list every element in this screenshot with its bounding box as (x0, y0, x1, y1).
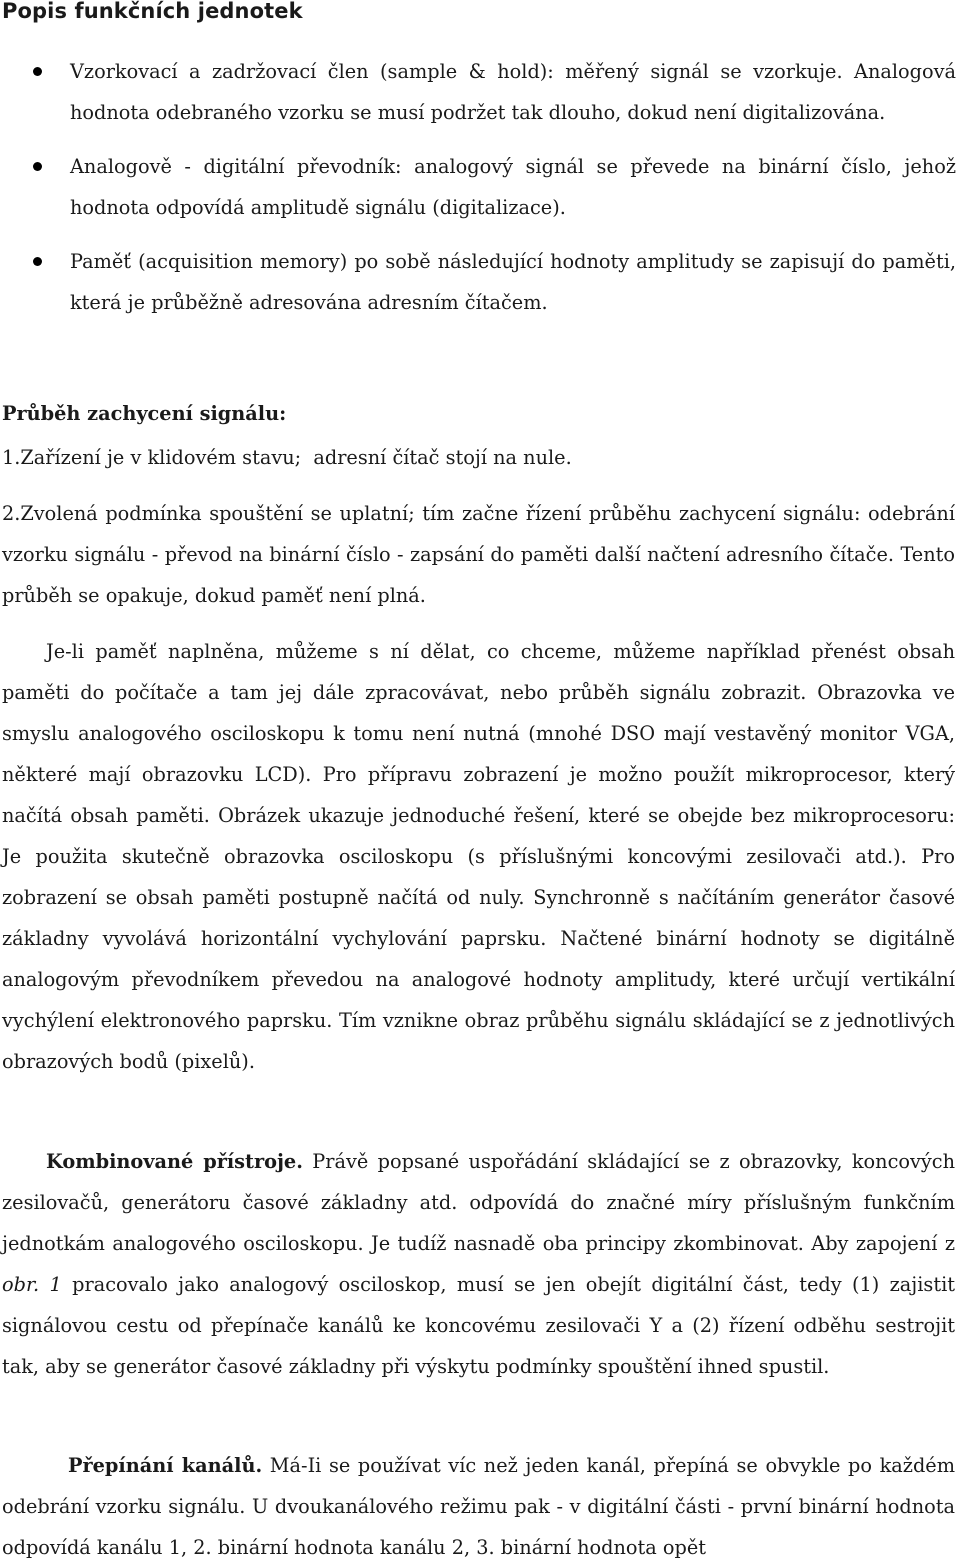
figure-reference: obr. 1 (2, 1273, 62, 1296)
section-heading: Popis funkčních jednotek (2, 0, 303, 23)
combined-instruments-text-a: Právě popsané uspořádání skládající se z obrazovky, koncových zesilovačů, generátoru časové základny atd. odpovídá do značné míry příslušným funkčním jednotkám analogového osciloskopu. Je tudíž nasnadě oba principy zkombinovat. Aby zapojení z (2, 1150, 955, 1255)
combined-instruments-text-b: pracovalo jako analogový osciloskop, musí se jen obejít digitální část, tedy (1) zajistit signálovou cestu od přepínače kanálů ke koncovému zesilovači Y a (2) řízení odběhu sestrojit tak, aby se generátor časové základny při výskytu podmínky spouštění ihned spustil. (2, 1273, 955, 1378)
list-item (0, 51, 960, 133)
list-item-text: Vzorkovací a zadržovací člen (sample & hold): měřený signál se vzorkuje. Analogová hodnota odebraného vzorku se musí podržet tak dlouho, dokud není digitalizována. (70, 60, 956, 124)
list-item (0, 146, 960, 228)
bullet-icon (33, 257, 42, 266)
list-item (0, 241, 960, 323)
bullet-icon (33, 67, 42, 76)
memory-paragraph: Je-li paměť naplněna, můžeme s ní dělat, co chceme, můžeme například přenést obsah paměti do počítače a tam jej dále zpracovávat, nebo průběh signálu zobrazit. Obrazovka ve smyslu analogového osciloskopu k tomu není nutná (mnohé DSO mají vestavěný monitor VGA, některé mají obrazovku LCD). Pro přípravu zobrazení je možno použít mikroprocesor, který načítá obsah paměti. Obrázek ukazuje jednoduché řešení, které se obejde bez mikroprocesoru: Je použita skutečně obrazovka osciloskopu (s příslušnými koncovými zesilovači atd.). Pro zobrazení se obsah paměti postupně načítá od nuly. Synchronně s načítáním generátor časové základny vyvolává horizontální vychylování paprsku. Načtené binární hodnoty se digitálně analogovým převodníkem převedou na analogové hodnoty amplitudy, které určují vertikální vychýlení elektronového paprsku. Tím vznikne obraz průběhu signálu skládající se z jednotlivých obrazových bodů (pixelů). (2, 640, 955, 1073)
functional-units-list (0, 51, 960, 336)
combined-instruments-paragraph (2, 1141, 955, 1387)
list-item-text: Paměť (acquisition memory) po sobě následující hodnoty amplitudy se zapisují do paměti, která je průběžně adresována adresním čítačem. (70, 250, 956, 314)
step-2-paragraph: 2.Zvolená podmínka spouštění se uplatní; tím začne řízení průběhu zachycení signálu: odebrání vzorku signálu - převod na binární číslo - zapsání do paměti další načtení adresního čítače. Tento průběh se opakuje, dokud paměť není plná. (2, 502, 955, 607)
capture-process-heading: Průběh zachycení signálu: (2, 402, 287, 425)
channel-switching-text: Má-Ii se používat víc než jeden kanál, přepíná se obvykle po každém odebrání vzorku signálu. U dvoukanálového režimu pak - v digitální části - první binární hodnota odpovídá kanálu 1, 2. binární hodnota kanálu 2, 3. binární hodnota opět (2, 1454, 955, 1559)
combined-instruments-title: Kombinované přístroje. (46, 1150, 303, 1173)
list-item-text: Analogově - digitální převodník: analogový signál se převede na binární číslo, jehož hodnota odpovídá amplitudě signálu (digitalizace). (70, 155, 956, 219)
channel-switching-paragraph (2, 1445, 955, 1568)
bullet-icon (33, 162, 42, 171)
channel-switching-title: Přepínání kanálů. (68, 1454, 263, 1477)
step-1-text: 1.Zařízení je v klidovém stavu; adresní čítač stojí na nule. (2, 446, 572, 469)
